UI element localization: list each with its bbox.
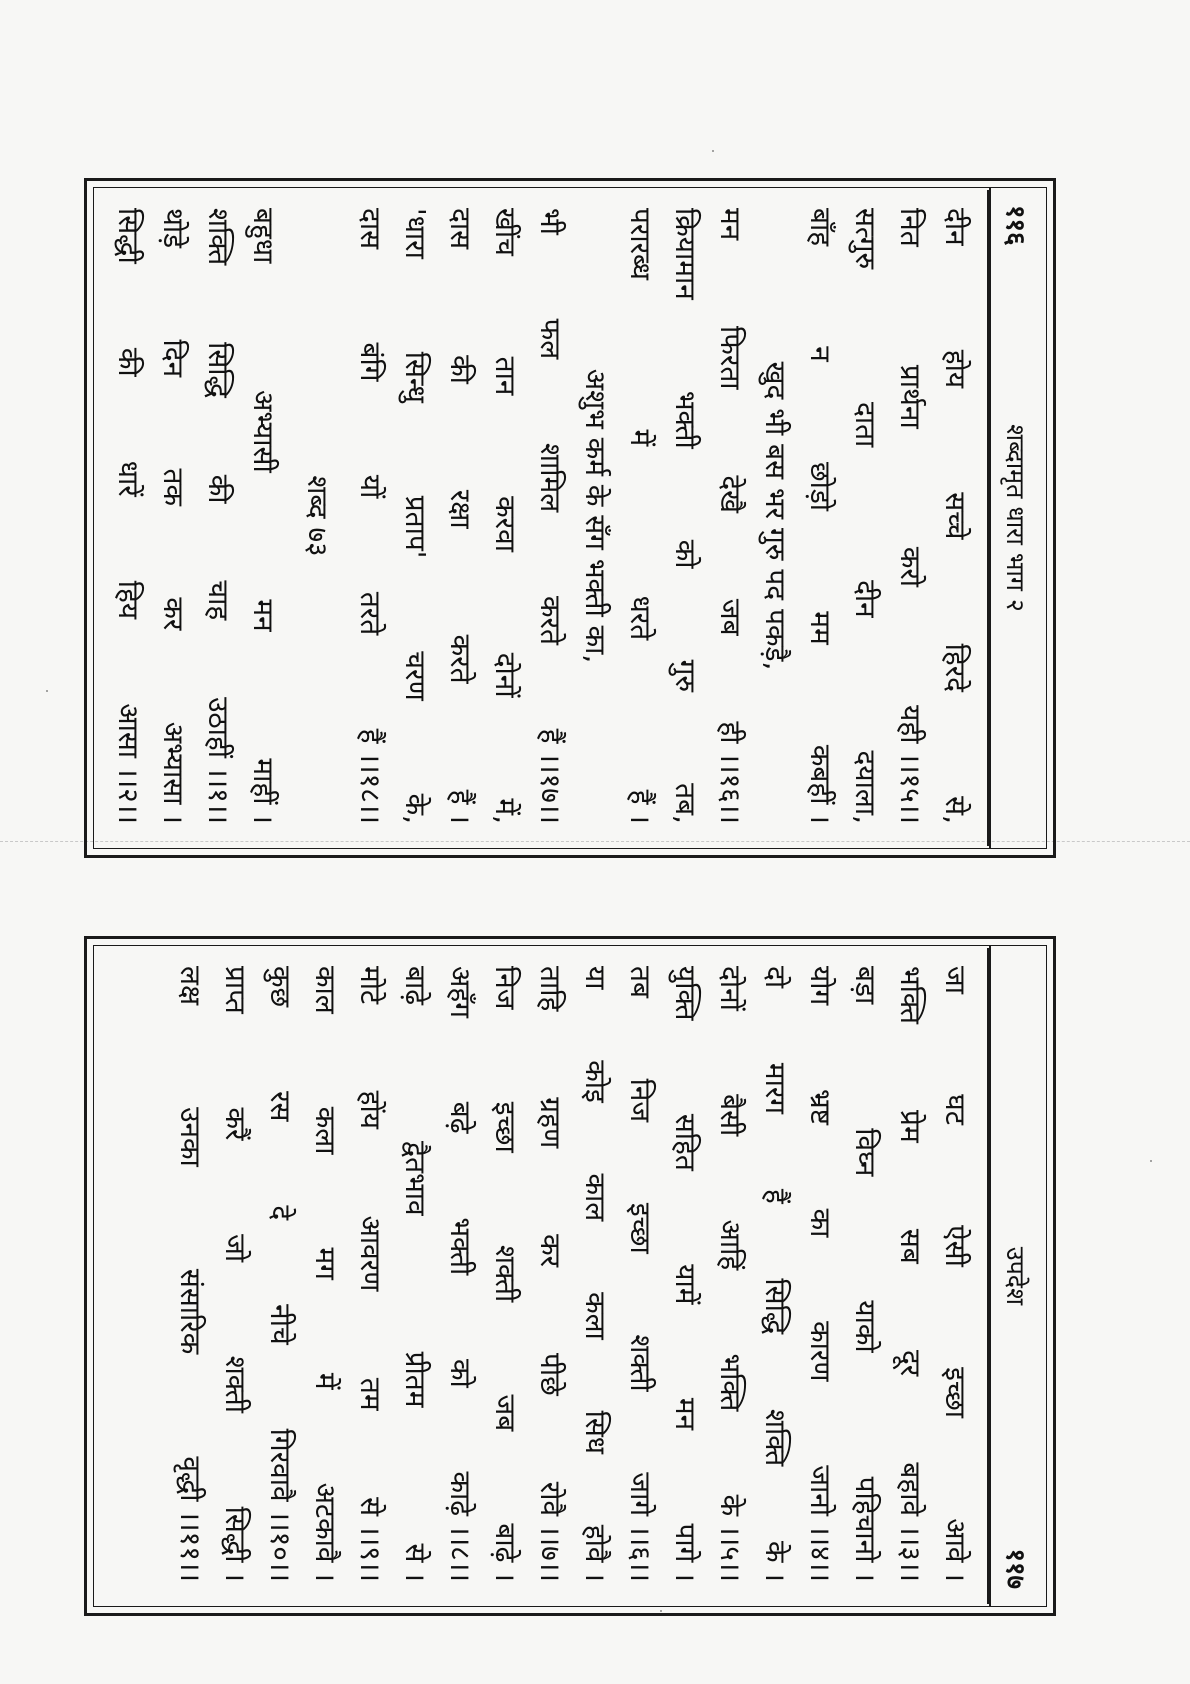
verse-word: कारण xyxy=(804,1321,837,1382)
verse-word: होंय xyxy=(354,1090,387,1129)
verse-word: मग xyxy=(309,1247,342,1280)
verse-word: सिद्धि xyxy=(759,1278,792,1335)
verse-word: की xyxy=(202,474,235,504)
verse-word: सिद्धि xyxy=(202,342,235,398)
verse-word: माहीं । xyxy=(247,758,280,824)
verse-body xyxy=(106,208,978,824)
verse-word: सिद्धी xyxy=(112,208,145,264)
verse-line xyxy=(618,208,663,824)
verse-word: प्रार्थना xyxy=(894,364,927,429)
verse-word: कर xyxy=(157,597,190,631)
verse-word: अशुभ कर्म के सँग भक्ती का, xyxy=(579,368,612,664)
shabd-heading: शब्द ७३ xyxy=(301,475,334,557)
verse-word: पहिचानो । xyxy=(849,1476,882,1582)
verse-block xyxy=(348,208,978,824)
verse-word: बाढ़े xyxy=(399,966,432,1006)
verse-word: रक्षा xyxy=(444,489,477,529)
verse-word: दे xyxy=(264,1205,297,1221)
verse-word: परारब्ध xyxy=(624,208,657,281)
verse-word: भक्ति xyxy=(714,1353,747,1412)
verse-word: आसा ।।२।। xyxy=(112,703,145,824)
verse-line xyxy=(196,208,241,824)
verse-word: क्रियामान xyxy=(669,208,702,300)
verse-word: गिरवावै ।।१०।। xyxy=(264,1428,297,1582)
verse-line xyxy=(753,208,798,824)
verse-word: निज xyxy=(624,1078,657,1123)
scan-speck xyxy=(660,1610,662,1612)
scan-speck xyxy=(712,150,714,152)
page-number: ११६ xyxy=(1000,205,1030,246)
verse-line xyxy=(168,966,213,1582)
verse-word: मन xyxy=(669,1397,702,1431)
verse-word: सब xyxy=(894,1228,927,1264)
verse-word: कबहीं । xyxy=(804,744,837,824)
verse-word: करते xyxy=(444,634,477,684)
verse-word: सिद्धी । xyxy=(219,1506,252,1582)
verse-line xyxy=(663,966,708,1582)
verse-word: विघ्न xyxy=(849,1128,882,1177)
page-116 xyxy=(84,178,1056,858)
verse-word: भ्रष्ट xyxy=(804,1088,837,1125)
verse-word: सच्चे xyxy=(939,492,972,540)
verse-word: अभ्यासी xyxy=(247,390,280,473)
verse-line xyxy=(708,966,753,1582)
verse-word: आवे । xyxy=(939,1518,972,1582)
verse-word: सत्गुरु xyxy=(849,208,882,270)
verse-line xyxy=(393,966,438,1582)
verse-word: में xyxy=(624,429,657,447)
verse-word: दास xyxy=(354,208,387,250)
verse-word: मारग xyxy=(759,1062,792,1115)
verse-word: शक्ती xyxy=(624,1334,657,1392)
verse-line xyxy=(708,208,753,824)
page-117 xyxy=(84,936,1056,1616)
verse-word: वृद्धी ।।११।। xyxy=(174,1456,207,1582)
verse-word: ऐसी xyxy=(939,1225,972,1267)
verse-line xyxy=(663,208,708,824)
verse-word: जा xyxy=(939,966,972,995)
verse-word: हैं xyxy=(759,1188,792,1204)
verse-word: हैं । xyxy=(624,789,657,824)
verse-word: बड़ा xyxy=(849,966,882,1005)
verse-line xyxy=(438,966,483,1582)
verse-word: शक्ती xyxy=(219,1355,252,1414)
verse-word: काल xyxy=(309,966,342,1014)
verse-word: करैं xyxy=(219,1107,252,1141)
verse-word: शामिल xyxy=(534,442,567,513)
verse-word: की xyxy=(444,355,477,384)
verse-line xyxy=(438,208,483,824)
verse-word: खुद भी बस भर गुरु पद पकड़ै, xyxy=(759,361,792,671)
verse-line xyxy=(106,208,151,824)
verse-word: नीचे xyxy=(264,1304,297,1345)
verse-word: की xyxy=(112,347,145,377)
verse-word: युक्ति xyxy=(669,966,702,1021)
verse-word: मन xyxy=(714,208,747,241)
verse-word: में xyxy=(309,1372,342,1390)
verse-word: अटकावै । xyxy=(309,1482,342,1582)
verse-word: रस xyxy=(264,1091,297,1122)
verse-word: कला xyxy=(579,1292,612,1340)
verse-word: दोनों xyxy=(714,966,747,1011)
verse-body xyxy=(168,966,978,1582)
verse-line xyxy=(843,966,888,1582)
verse-line xyxy=(483,966,528,1582)
verse-word: होवै । xyxy=(579,1524,612,1582)
verse-line xyxy=(151,208,196,824)
verse-word: आवरण xyxy=(354,1215,387,1292)
verse-line xyxy=(528,208,573,824)
verse-word: को xyxy=(444,1359,477,1388)
verse-word: इच्छा xyxy=(489,1101,522,1153)
verse-line xyxy=(348,208,393,824)
verse-word: ग्रहण xyxy=(534,1097,567,1149)
verse-word: छोड़ो xyxy=(804,461,837,512)
verse-word: से । xyxy=(399,1543,432,1582)
verse-word: न xyxy=(804,346,837,362)
verse-word: से, xyxy=(939,796,972,824)
verse-word: भक्ती xyxy=(669,390,702,449)
verse-word: द्वैतभाव xyxy=(399,1141,432,1216)
verse-line xyxy=(843,208,888,824)
verse-word: या xyxy=(579,966,612,990)
verse-word: हैं ।।१७।। xyxy=(534,728,567,824)
verse-word: यों xyxy=(354,474,387,499)
verse-word: दोनों xyxy=(489,652,522,698)
verse-word: दूर xyxy=(894,1349,927,1377)
verse-line xyxy=(798,966,843,1582)
verse-word: तान xyxy=(489,356,522,396)
verse-word: घट xyxy=(939,1094,972,1125)
scan-speck xyxy=(1150,1160,1152,1162)
verse-word: गुरु xyxy=(669,659,702,693)
verse-word: बंगि xyxy=(354,342,387,382)
verse-word: पीछे xyxy=(534,1353,567,1396)
verse-word: तक xyxy=(157,468,190,507)
verse-word: के । xyxy=(759,1540,792,1582)
running-title: उपदेश xyxy=(1001,1246,1030,1306)
verse-word: बढ़े xyxy=(444,1101,477,1134)
verse-word: फिरता xyxy=(714,326,747,390)
verse-line xyxy=(798,208,843,824)
verse-word: कुछ xyxy=(264,966,297,1008)
verse-line xyxy=(933,966,978,1582)
verse-word: रोवै ।।७।। xyxy=(534,1481,567,1582)
verse-word: जब xyxy=(714,598,747,636)
verse-word: सिन्धु xyxy=(399,351,432,403)
verse-line xyxy=(573,208,618,824)
verse-line xyxy=(348,966,393,1582)
verse-word: यही ।।१५।। xyxy=(894,705,927,824)
verse-word: तब, xyxy=(669,783,702,824)
verse-word: नित xyxy=(894,208,927,247)
verse-word: पागे । xyxy=(669,1523,702,1582)
verse-word: होय xyxy=(939,349,972,389)
verse-word: भक्ती xyxy=(444,1217,477,1276)
verse-word: से ।।९।। xyxy=(354,1497,387,1582)
verse-word: कोइ xyxy=(579,1060,612,1103)
verse-word: चाह xyxy=(202,580,235,621)
verse-word: देखै xyxy=(714,475,747,514)
verse-word: अहँग xyxy=(444,966,477,1019)
verse-word: इच्छा xyxy=(939,1367,972,1419)
verse-word: काढ़े ।।८।। xyxy=(444,1471,477,1582)
verse-word: दो xyxy=(759,966,792,989)
verse-word: दिन xyxy=(157,339,190,378)
verse-word: मन xyxy=(247,599,280,632)
verse-word: जब xyxy=(489,1394,522,1432)
verse-word: दयाला, xyxy=(849,750,882,824)
verse-word: तरते xyxy=(354,591,387,636)
verse-word: यामें xyxy=(669,1264,702,1305)
verse-line xyxy=(618,966,663,1582)
verse-word: बहुधा xyxy=(247,208,280,264)
verse-word: बैसी xyxy=(714,1094,747,1137)
verse-word: लक्ष xyxy=(174,966,207,1006)
verse-word: में, xyxy=(489,798,522,824)
verse-word: के ।।५।। xyxy=(714,1494,747,1582)
verse-word: हिरदे xyxy=(939,643,972,693)
verse-word: काल xyxy=(579,1173,612,1222)
verse-word: तब xyxy=(624,966,657,998)
verse-word: शक्ती xyxy=(489,1244,522,1303)
verse-word: हिय xyxy=(112,580,145,620)
verse-line xyxy=(258,966,303,1582)
verse-word: दास xyxy=(444,208,477,250)
verse-word: प्राप्त xyxy=(219,966,252,1014)
verse-word: प्रताप' xyxy=(399,495,432,559)
verse-line xyxy=(888,966,933,1582)
verse-word: बहावे ।।३।। xyxy=(894,1462,927,1582)
verse-word: भक्ति xyxy=(894,966,927,1024)
scan-speck xyxy=(46,690,48,692)
verse-word: संसारिक xyxy=(174,1268,207,1355)
verse-line xyxy=(241,208,286,824)
verse-word: बाँह xyxy=(804,208,837,247)
verse-word: शक्ति xyxy=(202,208,235,266)
verse-word: योग xyxy=(804,966,837,1006)
verse-line xyxy=(393,208,438,824)
verse-word: दाता xyxy=(849,401,882,448)
verse-word: को xyxy=(669,539,702,569)
verse-word: करवा xyxy=(489,496,522,552)
verse-word: इच्छा xyxy=(624,1202,657,1254)
verse-word: धारें xyxy=(112,460,145,497)
verse-word: दीन xyxy=(939,208,972,246)
running-header xyxy=(989,187,1047,849)
verse-word: का xyxy=(804,1208,837,1238)
verse-word: कर xyxy=(534,1234,567,1268)
verse-word: प्रीतम xyxy=(399,1351,432,1408)
verse-word: शक्ति xyxy=(759,1408,792,1467)
verse-word: 'धारा xyxy=(399,208,432,259)
verse-block xyxy=(168,966,978,1582)
verse-word: मम xyxy=(804,611,837,645)
page-number: ११७ xyxy=(1000,1548,1030,1589)
verse-word: खींच xyxy=(489,208,522,256)
verse-word: कला xyxy=(309,1106,342,1155)
verse-word: उनका xyxy=(174,1107,207,1167)
verse-word: फल xyxy=(534,318,567,360)
verse-word: बाढ़े । xyxy=(489,1523,522,1582)
verse-word: भी xyxy=(534,208,567,235)
verse-word: थोड़े xyxy=(157,208,190,249)
verse-line xyxy=(213,966,258,1582)
verse-word: मोटे xyxy=(354,966,387,1005)
verse-word: जागे ।।६।। xyxy=(624,1472,657,1582)
verse-word: के, xyxy=(399,793,432,824)
verse-line xyxy=(573,966,618,1582)
verse-word: चरण xyxy=(399,651,432,701)
verse-word: उठाहीं ।।१।। xyxy=(202,697,235,824)
verse-line xyxy=(483,208,528,824)
verse-line xyxy=(933,208,978,824)
verse-word: हैं । xyxy=(444,789,477,824)
verse-line xyxy=(753,966,798,1582)
verse-word: सिध xyxy=(579,1410,612,1454)
verse-word: अभ्यासा । xyxy=(157,721,190,824)
verse-word: धरते xyxy=(624,595,657,641)
verse-word: निज xyxy=(489,966,522,1010)
verse-word: करते xyxy=(534,596,567,645)
verse-word: आहिं xyxy=(714,1219,747,1271)
verse-word: हैं ।।१८।। xyxy=(354,728,387,824)
verse-line xyxy=(303,966,348,1582)
verse-word: तम xyxy=(354,1377,387,1411)
verse-word: करो xyxy=(894,546,927,588)
verse-line xyxy=(888,208,933,824)
verse-word: दीन xyxy=(849,580,882,618)
verse-word: प्रेम xyxy=(894,1110,927,1143)
verse-word: ही ।।१६।। xyxy=(714,721,747,824)
verse-block-2 xyxy=(106,208,286,824)
running-header xyxy=(989,945,1047,1607)
verse-word: जो xyxy=(219,1234,252,1263)
running-title: शब्दामृत धारा भाग २ xyxy=(1001,424,1030,612)
verse-word: सहित xyxy=(669,1113,702,1171)
verse-line xyxy=(528,966,573,1582)
verse-word: याको xyxy=(849,1300,882,1353)
verse-word: जानो ।।४।। xyxy=(804,1465,837,1582)
verse-word: ताहि xyxy=(534,966,567,1012)
